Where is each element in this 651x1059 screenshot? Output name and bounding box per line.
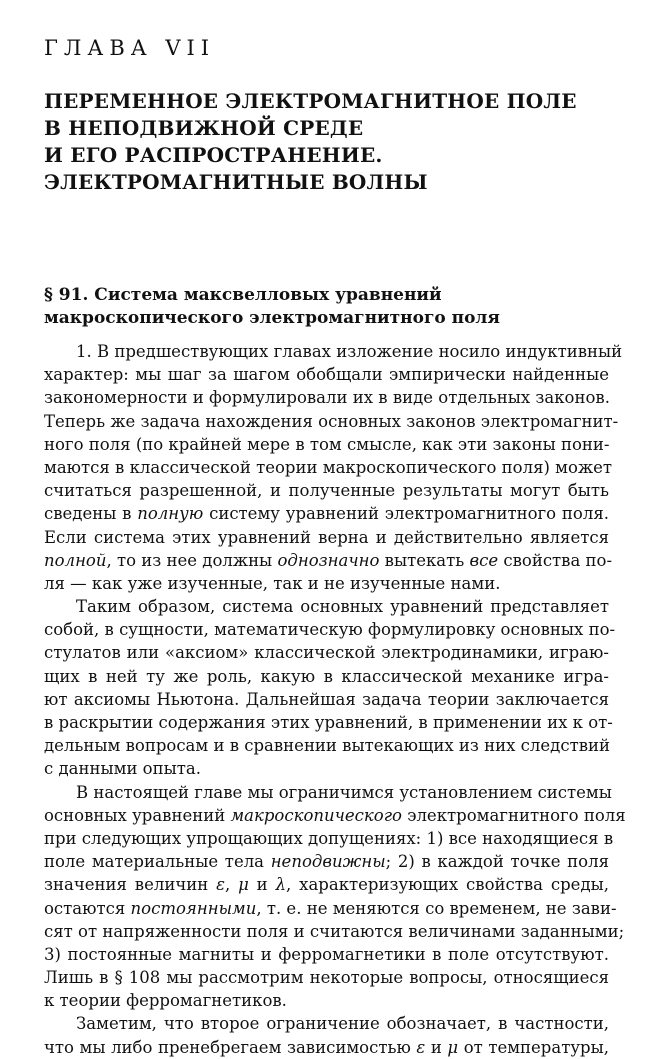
text-line: в раскрытии содержания этих уравнений, в применении их к от- [44,713,613,732]
text-line: Заметим, что второе ограничение обозначает, в частности, [76,1014,609,1034]
text-line: считаться разрешенной, и полученные результаты могут быть [44,481,609,501]
text-line: собой, в сущности, математическую формулировку основных по- [44,620,616,640]
text-line: дельным вопросам и в сравнении вытекающих из них следствий [44,736,610,756]
text-line: основных уравнений макроскопического электромагнитного поля [44,805,626,825]
text-line: что мы либо пренебрегаем зависимостью ε и μ от температуры, [44,1037,609,1057]
text-line: к теории ферромагнетиков. [44,991,287,1011]
chapter-title-line: ПЕРЕМЕННОЕ ЭЛЕКТРОМАГНИТНОЕ ПОЛЕ [44,89,577,113]
body-text [44,340,626,1059]
text-line: сят от напряженности поля и считаются величинами заданными; [44,921,625,941]
text-line: ного поля (по крайней мере в том смысле, как эти законы пони- [44,434,610,454]
text-line: 3) постоянные магниты и ферромагнетики в поле отсутствуют. [44,944,609,964]
text-line: ют аксиомы Ньютона. Дальнейшая задача теории заключается [44,689,609,709]
chapter-title-line: ЭЛЕКТРОМАГНИТНЫЕ ВОЛНЫ [44,170,428,194]
text-line: поле материальные тела неподвижны; 2) в каждой точке поля [44,852,609,872]
text-line: стулатов или «аксиом» классической электродинамики, играю- [44,643,609,663]
text-line: Теперь же задача нахождения основных законов электромагнит- [44,411,619,431]
text-line: маются в классической теории макроскопического поля) может [44,457,613,477]
chapter-label: ГЛАВА VII [44,36,216,60]
chapter-title [44,88,624,196]
text-line: остаются постоянными, т. е. не меняются со временем, не зави- [44,898,617,918]
text-line: характер: мы шаг за шагом обобщали эмпирически найденные [44,365,609,385]
text-line: ля — как уже изученные, так и не изученные нами. [44,573,501,593]
text-line: 1. В предшествующих главах изложение носило индуктивный [76,342,623,361]
text-line: закономерности и формулировали их в виде отдельных законов. [44,388,610,408]
text-line: значения величин ε, μ и λ, характеризующих свойства среды, [44,875,609,895]
text-line: В настоящей главе мы ограничимся установлением системы [76,782,612,802]
section-heading-line: § 91. Система максвелловых уравнений [44,285,442,305]
chapter-title-line: В НЕПОДВИЖНОЙ СРЕДЕ [44,116,364,140]
text-line: сведены в полную систему уравнений электромагнитного поля. [44,504,609,524]
section-heading [44,284,624,330]
text-line: при следующих упрощающих допущениях: 1) все находящиеся в [44,828,614,848]
text-line: полной, то из нее должны однозначно вытекать все свойства по- [44,550,613,570]
text-line: Лишь в § 108 мы рассмотрим некоторые вопросы, относящиеся [44,968,609,988]
chapter-title-line: И ЕГО РАСПРОСТРАНЕНИЕ. [44,143,383,167]
text-line: с данными опыта. [44,759,201,779]
text-line: Если система этих уравнений верна и действительно является [44,527,609,547]
section-heading-line: макроскопического электромагнитного поля [44,308,500,328]
text-line: Таким образом, система основных уравнений представляет [76,597,609,617]
text-line: щих в ней ту же роль, какую в классической механике игра- [44,666,609,686]
